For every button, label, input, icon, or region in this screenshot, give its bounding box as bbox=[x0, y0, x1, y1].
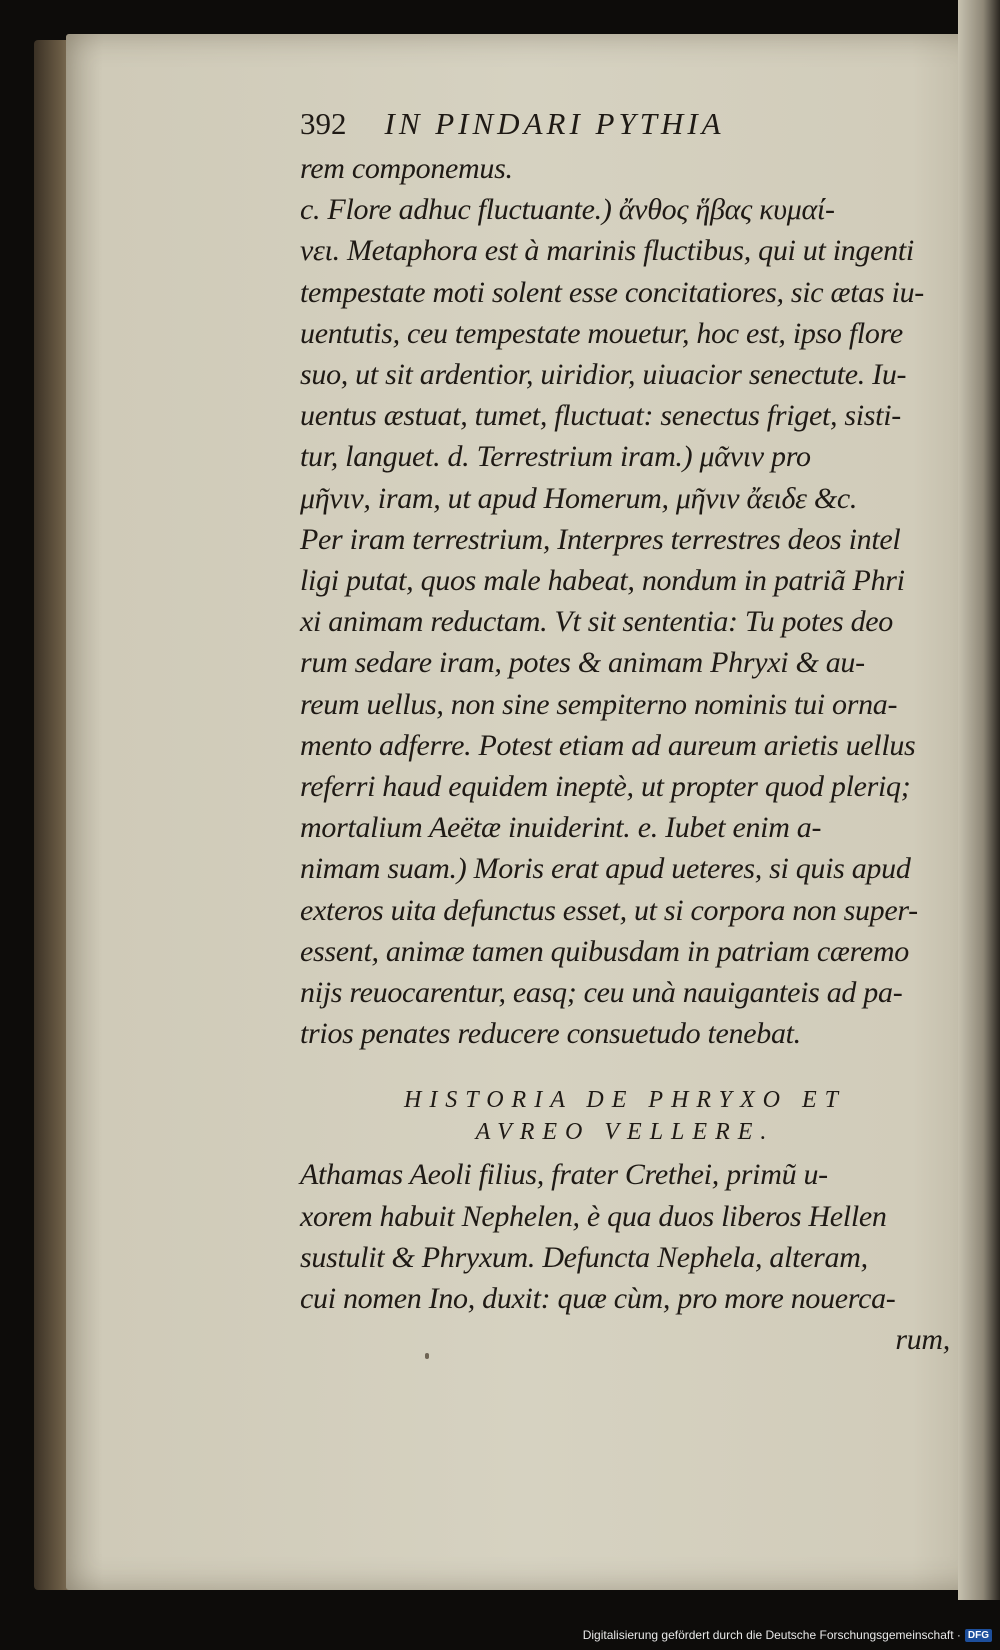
text-line: μῆνιν, iram, ut apud Homerum, μῆνιν ἄειδε &c. bbox=[300, 481, 858, 515]
text-line: rem componemus. bbox=[300, 152, 513, 185]
text-line: tur, languet. d. Terrestrium iram.) μᾶνιν pro bbox=[300, 440, 811, 474]
text-line: nimam suam.) Moris erat apud ueteres, si quis apud bbox=[300, 852, 911, 886]
text-line: exteros uita defunctus esset, ut si corpora non super- bbox=[300, 893, 918, 927]
text-line: nijs reuocarentur, easq; ceu unà nauiganteis ad pa- bbox=[300, 976, 903, 1010]
digitization-footer bbox=[583, 1628, 992, 1642]
text-line: cui nomen Ino, duxit: quæ cùm, pro more nouerca- bbox=[300, 1282, 896, 1316]
text-line: Athamas Aeoli filius, frater Crethei, primũ u- bbox=[300, 1158, 828, 1192]
dfg-logo-icon: DFG bbox=[965, 1629, 992, 1642]
text-line: ligi putat, quos male habeat, nondum in patriã Phri bbox=[300, 564, 905, 598]
text-line: Per iram terrestrium, Interpres terrestres deos intel bbox=[300, 522, 901, 556]
text-line: referri haud equidem ineptè, ut propter quod pleriq; bbox=[300, 770, 911, 804]
text-line: essent, animæ tamen quibusdam in patriam cæremo bbox=[300, 934, 909, 968]
section-heading-line: AVREO VELLERE. bbox=[475, 1119, 775, 1146]
catchword: rum, bbox=[895, 1323, 950, 1357]
section-heading bbox=[300, 1084, 950, 1148]
text-line: xorem habuit Nephelen, è qua duos liberos Hellen bbox=[300, 1199, 887, 1233]
text-line: uentutis, ceu tempestate mouetur, hoc est, ipso flore bbox=[300, 316, 903, 350]
facing-page-edge bbox=[958, 0, 1000, 1600]
ink-speck bbox=[425, 1353, 429, 1359]
footer-credit: Digitalisierung gefördert durch die Deutsche Forschungsgemeinschaft · bbox=[582, 1628, 961, 1642]
running-head bbox=[300, 106, 950, 142]
text-line: νει. Metaphora est à marinis fluctibus, qui ut ingenti bbox=[300, 234, 914, 268]
body-text bbox=[300, 148, 950, 1054]
running-title: IN PINDARI PYTHIA bbox=[384, 106, 725, 141]
text-line: reum uellus, non sine sempiterno nominis tui orna- bbox=[300, 687, 898, 721]
text-line: suo, ut sit ardentior, uiridior, uiuacior senectute. Iu- bbox=[300, 358, 907, 392]
page-number: 392 bbox=[300, 106, 347, 141]
text-line: mento adferre. Potest etiam ad aureum arietis uellus bbox=[300, 728, 916, 762]
text-line: mortalium Aeëtæ inuiderint. e. Iubet enim a- bbox=[300, 811, 822, 845]
page-text-block bbox=[300, 106, 950, 1360]
text-line: uentus æstuat, tumet, fluctuat: senectus friget, sisti- bbox=[300, 399, 901, 433]
text-line: trios penates reducere consuetudo tenebat. bbox=[300, 1017, 801, 1051]
text-line: tempestate moti solent esse concitatiores, sic ætas iu- bbox=[300, 275, 924, 309]
text-line: rum sedare iram, potes & animam Phryxi & au- bbox=[300, 646, 865, 680]
text-line: xi animam reductam. Vt sit sententia: Tu potes deo bbox=[300, 605, 893, 639]
section-heading-line: HISTORIA DE PHRYXO ET bbox=[403, 1087, 846, 1114]
text-line: sustulit & Phryxum. Defuncta Nephela, alteram, bbox=[300, 1240, 868, 1274]
text-line: c. Flore adhuc fluctuante.) ἄνθος ἥβας κυμαί- bbox=[300, 193, 835, 227]
section-text bbox=[300, 1154, 950, 1319]
